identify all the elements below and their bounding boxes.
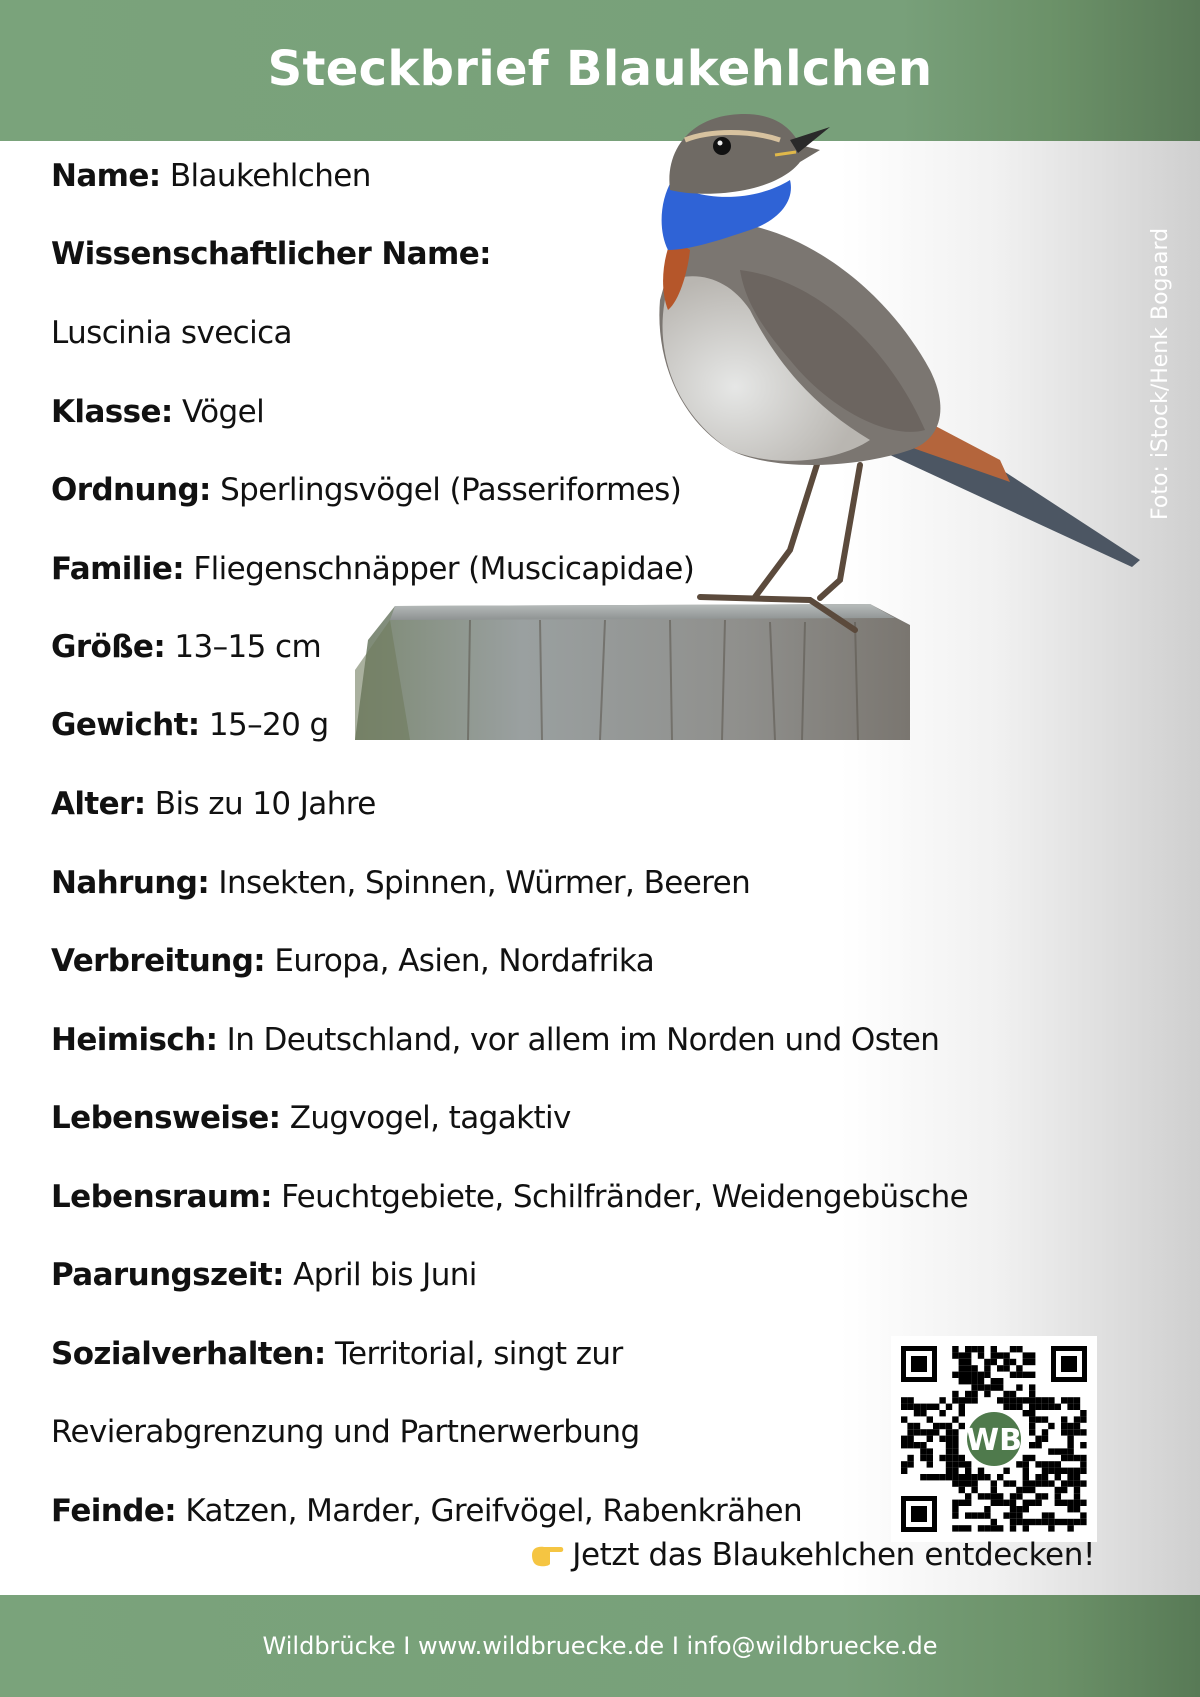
- fact-row: [51, 551, 694, 587]
- fact-value: Europa, Asien, Nordafrika: [265, 943, 655, 979]
- fact-value: In Deutschland, vor allem im Norden und Osten: [217, 1022, 940, 1058]
- fact-row: [51, 1179, 968, 1215]
- fact-label: Lebensraum:: [51, 1179, 272, 1215]
- fact-row: [51, 707, 329, 743]
- fact-row: [51, 1414, 640, 1450]
- fact-value: Vögel: [172, 394, 265, 430]
- fact-row: [51, 1100, 571, 1136]
- fact-row: [51, 472, 681, 508]
- fact-row: [51, 236, 491, 272]
- fact-row: [51, 786, 376, 822]
- fact-value: 15–20 g: [199, 707, 329, 743]
- fact-label: Klasse:: [51, 394, 173, 430]
- fact-value: Revierabgrenzung und Partnerwerbung: [51, 1414, 640, 1450]
- fact-label: Paarungszeit:: [51, 1257, 284, 1293]
- fact-value: Katzen, Marder, Greifvögel, Rabenkrähen: [176, 1493, 803, 1529]
- fact-label: Ordnung:: [51, 472, 211, 508]
- fact-value: Sperlingsvögel (Passeriformes): [210, 472, 682, 508]
- fact-row: [51, 1257, 477, 1293]
- fact-value: 13–15 cm: [165, 629, 322, 665]
- fact-label: Gewicht:: [51, 707, 200, 743]
- fact-value: Luscinia svecica: [51, 315, 292, 351]
- fact-value: Insekten, Spinnen, Würmer, Beeren: [209, 865, 751, 901]
- fact-label: Alter:: [51, 786, 146, 822]
- fact-row: [51, 1493, 802, 1529]
- fact-value: Feuchtgebiete, Schilfränder, Weidengebüsche: [271, 1179, 969, 1215]
- cta-text: Jetzt das Blaukehlchen entdecken!: [572, 1537, 1095, 1573]
- fact-row: [51, 943, 654, 979]
- fact-row: [51, 865, 750, 901]
- bird-photo: [350, 110, 1150, 750]
- fact-label: Sozialverhalten:: [51, 1336, 326, 1372]
- photo-credit: Foto: iStock/Henk Bogaard: [1148, 227, 1173, 520]
- qr-logo-text: WB: [966, 1423, 1022, 1458]
- wooden-post: [355, 604, 910, 740]
- fact-value: April bis Juni: [283, 1257, 477, 1293]
- footer-contact[interactable]: Wildbrücke I www.wildbruecke.de I info@wildbruecke.de: [262, 1632, 938, 1660]
- fact-label: Nahrung:: [51, 865, 210, 901]
- fact-label: Lebensweise:: [51, 1100, 281, 1136]
- call-to-action[interactable]: [530, 1537, 1095, 1573]
- page-title: Steckbrief Blaukehlchen: [267, 40, 933, 97]
- fact-value: Zugvogel, tagaktiv: [280, 1100, 571, 1136]
- fact-row: [51, 1336, 623, 1372]
- fact-row: [51, 315, 292, 351]
- fact-row: [51, 158, 371, 194]
- fact-value: Fliegenschnäpper (Muscicapidae): [184, 551, 695, 587]
- footer-banner: [0, 1595, 1200, 1697]
- fact-label: Name:: [51, 158, 161, 194]
- fact-value: Bis zu 10 Jahre: [145, 786, 376, 822]
- fact-label: Verbreitung:: [51, 943, 266, 979]
- fact-row: [51, 1022, 939, 1058]
- fact-row: [51, 394, 264, 430]
- fact-label: Heimisch:: [51, 1022, 218, 1058]
- fact-label: Familie:: [51, 551, 185, 587]
- fact-value: Territorial, singt zur: [325, 1336, 623, 1372]
- fact-value: Blaukehlchen: [160, 158, 371, 194]
- fact-row: [51, 629, 321, 665]
- fact-label: Größe:: [51, 629, 166, 665]
- pointing-hand-icon: [530, 1542, 564, 1568]
- fact-label: Feinde:: [51, 1493, 177, 1529]
- qr-code[interactable]: [891, 1336, 1097, 1542]
- fact-label: Wissenschaftlicher Name:: [51, 236, 491, 272]
